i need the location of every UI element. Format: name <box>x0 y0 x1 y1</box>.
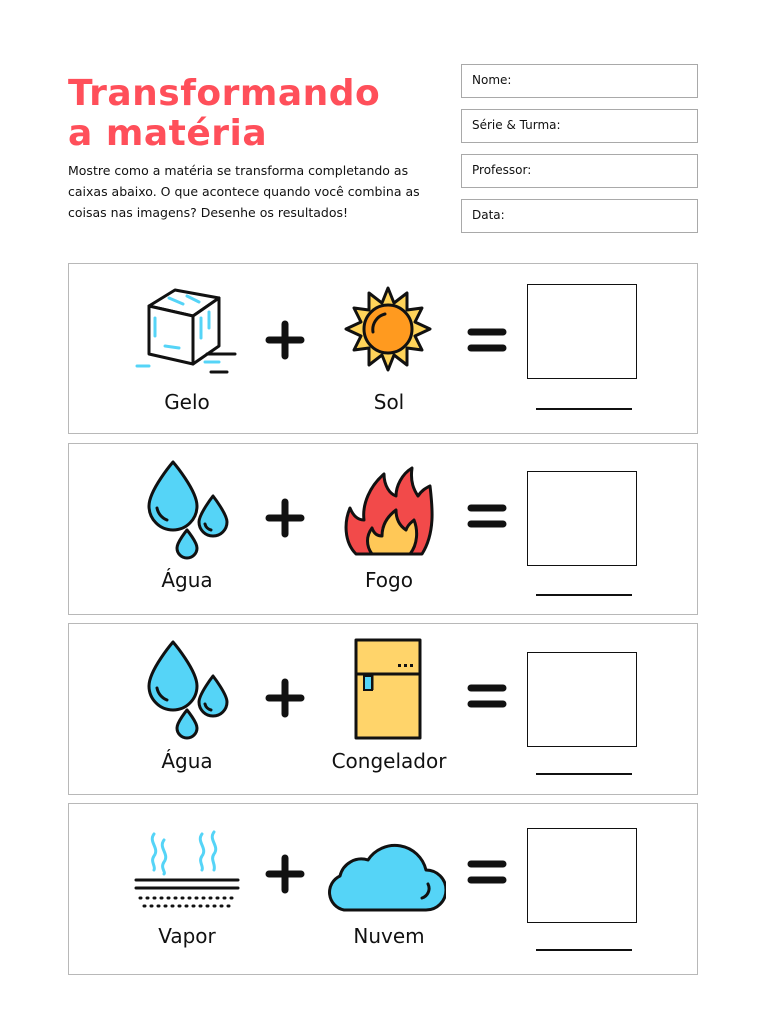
plus-sign <box>265 320 305 364</box>
title-line-2: a matéria <box>68 113 268 154</box>
steam-icon <box>127 828 247 918</box>
date-field-label: Data: <box>472 208 505 222</box>
item-label-left: Água <box>161 568 213 592</box>
teacher-field[interactable] <box>461 154 698 188</box>
grade-class-field-label: Série & Turma: <box>472 118 561 132</box>
answer-box[interactable] <box>527 828 637 923</box>
answer-line[interactable] <box>536 773 632 775</box>
item-label-left: Água <box>161 749 213 773</box>
cloud-icon <box>322 830 442 916</box>
water-drops-icon <box>127 638 247 742</box>
sun-icon <box>328 282 448 382</box>
fire-icon <box>328 460 448 564</box>
name-field[interactable] <box>461 64 698 98</box>
teacher-field-label: Professor: <box>472 163 532 177</box>
date-field[interactable] <box>461 199 698 233</box>
equals-sign <box>467 322 507 362</box>
water-drops-icon <box>127 458 247 562</box>
item-label-right: Fogo <box>365 568 413 592</box>
answer-line[interactable] <box>536 949 632 951</box>
equals-sign <box>467 498 507 538</box>
exercise-card-1 <box>68 263 698 434</box>
item-label-right: Nuvem <box>353 924 425 948</box>
name-field-label: Nome: <box>472 73 512 87</box>
page-title <box>68 74 380 154</box>
exercise-card-4 <box>68 803 698 975</box>
instructions-text: Mostre como a matéria se transforma completando as caixas abaixo. O que acontece quando você combina as coisas nas imagens? Desenhe os resultados! <box>68 163 420 220</box>
equals-sign <box>467 854 507 894</box>
plus-sign <box>265 854 305 898</box>
item-label-right: Congelador <box>331 749 447 773</box>
grade-class-field[interactable] <box>461 109 698 143</box>
item-label-right: Sol <box>373 390 405 414</box>
answer-box[interactable] <box>527 652 637 747</box>
item-label-left: Gelo <box>164 390 210 414</box>
freezer-icon <box>328 636 448 742</box>
ice-cube-icon <box>127 284 247 384</box>
plus-sign <box>265 498 305 542</box>
exercise-card-2 <box>68 443 698 615</box>
equals-sign <box>467 678 507 718</box>
item-label-left: Vapor <box>158 924 216 948</box>
title-line-1: Transformando <box>68 73 381 114</box>
answer-box[interactable] <box>527 284 637 379</box>
plus-sign <box>265 678 305 722</box>
answer-box[interactable] <box>527 471 637 566</box>
answer-line[interactable] <box>536 408 632 410</box>
exercise-card-3 <box>68 623 698 795</box>
answer-line[interactable] <box>536 594 632 596</box>
